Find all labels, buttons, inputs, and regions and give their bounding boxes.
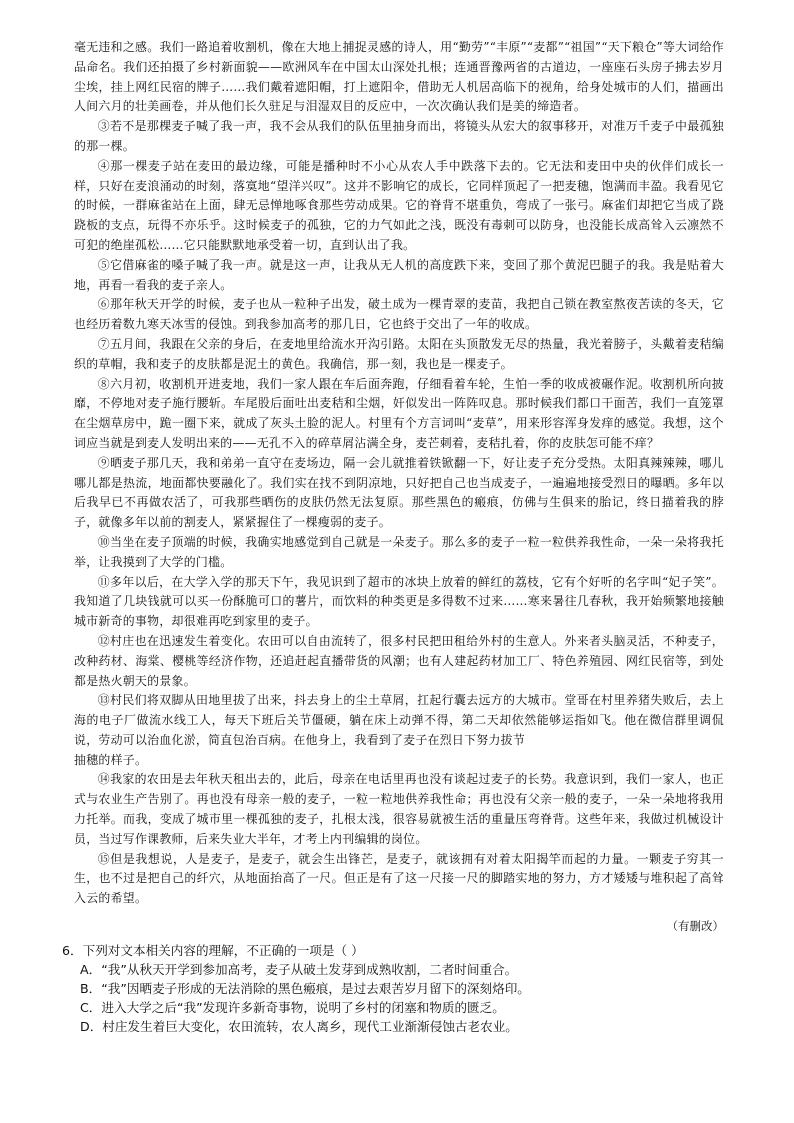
option-c[interactable]: C．进入大学之后“我”发现许多新奇事物，说明了乡村的闭塞和物质的匮乏。: [80, 1000, 505, 1016]
paragraph-15: ⑮但是我想说，人是麦子，是麦子，就会生出锋芒，是麦子，就该拥有对着太阳揭竿而起的力量。一颗麦子穷其一生，也不过是把自己的纤穴，从地面抬高了一尺。但正是有了这一尺接一尺的脚踏实地的努力，方才矮矮与堆积起了高耸入云的希望。: [74, 851, 724, 906]
passage: [74, 38, 724, 909]
paragraph-7: ⑦五月间，我跟在父亲的身后，在麦地里给流水开沟引路。太阳在头顶散发无尽的热量，我光着膀子，头戴着麦秸编织的草帽，我和麦子的皮肤都是泥土的黄色。我确信，那一刻，我也是一棵麦子。: [74, 336, 724, 371]
paragraph-9: ⑨晒麦子那几天，我和弟弟一直守在麦场边，隔一会儿就推着铁锨翻一下，好让麦子充分受热。太阳真辣辣辣，哪儿哪儿都是热流，地面都快要融化了。我们实在找不到阴凉地，只好把自己也当成麦子，一遍遍地接受烈日的曝晒。多年以后我早已不再做农活了，可我那些晒伤的皮肤仍然无法复原。那些黑色的瘢痕，仿佛与生俱来的胎记，终日描着我的脖子，就像多年以前的割麦人，紧紧握住了一棵瘦弱的麦子。: [74, 455, 724, 530]
paragraph-continuation: 毫无违和之感。我们一路追着收割机，像在大地上捕捉灵感的诗人，用“勤劳”“丰原”“麦都”“祖国”“天下粮仓”等大词给作品命名。我们还拍摄了乡村新面貌——欧洲风车在中国太山深处扎根；连通晋豫两省的古道边，一座座石头房子拂去岁月尘埃，挂上网红民宿的牌子……我们戴着遮阳帽，打上遮阳伞，借助无人机居高临下的视角，给身处城市的人们，描画出人间六月的壮美画卷，并从他们长久驻足与泪湿双目的反应中，一次次确认我们是美的缔造者。: [74, 40, 724, 114]
paragraph-4: ④那一棵麦子站在麦田的最边缘，可能是播种时不小心从农人手中跌落下去的。它无法和麦田中央的伙伴们成长一样，只好在麦浪涌动的时刻，落寞地“望洋兴叹”。这并不影响它的成长，它同样顶起了一把麦穗，饱满而丰盈。我看见它的时候，一群麻雀站在上面，肆无忌惮地啄食那些劳动成果。它的脊背不堪重负，弯成了一张弓。麻雀们却把它当成了跷跷板的支点，玩得不亦乐乎。这时候麦子的孤独，它的力气如此之浅，既没有毒刺可以防身，也没能长成高耸入云凛然不可犯的绝崖孤松……它只能默默地承受着一切，直到认出了我。: [74, 158, 724, 252]
option-a[interactable]: A．“我”从秋天开学到参加高考，麦子从破土发芽到成熟收割，二者时间重合。: [80, 962, 518, 978]
document-page: [62, 38, 724, 1036]
edit-note: （有删改）: [666, 919, 724, 934]
paragraph-13: ⑬村民们将双脚从田地里拔了出来，抖去身上的尘土草屑，扛起行囊去远方的大城市。堂哥在村里养猪失败后，去上海的电子厂做流水线工人，每天下班后关节僵硬，躺在床上动弹不得，第二天却依然能够运指如飞。他在微信群里调侃说，劳动可以治血化淤，简直包治百病。在他身上，我看到了麦子在烈日下努力拔节: [74, 693, 724, 747]
option-d[interactable]: D．村庄发生着巨大变化，农田流转，农人离乡，现代工业渐渐侵蚀古老农业。: [80, 1019, 518, 1035]
option-b[interactable]: B．“我”因晒麦子形成的无法消除的黑色瘢痕，是过去艰苦岁月留下的深刻烙印。: [80, 981, 530, 997]
paragraph-11: ⑪多年以后，在大学入学的那天下午，我见识到了超市的冰块上放着的鲜红的荔枝，它有个好听的名字叫“妃子笑”。我知道了几块钱就可以买一份酥脆可口的薯片，而饮料的种类更是多得数不过来……寒来暑往几春秋，我开始频繁地接触城市新奇的事物，却很难再吃到家里的麦子。: [74, 574, 724, 629]
paragraph-5: ⑤它借麻雀的嗓子喊了我一声。就是这一声，让我从无人机的高度跌下来，变回了那个黄泥巴腿子的我。我是贴着大地，再看一看我的麦子亲人。: [74, 257, 724, 292]
paragraph-8: ⑧六月初，收割机开进麦地，我们一家人跟在车后面奔跑，仔细看着车轮，生怕一季的收成被碾作泥。收割机所向披靡，不停地对麦子施行腰斩。车尾股后面吐出麦秸和尘烟，奸似发出一阵阵叹息。那时候我们都口干面苦，我们一直笼罩在尘烟草房中，跪一圈下来，就成了灰头土脸的泥人。村里有个方言词叫“麦草”，用来形容浑身发痒的感觉。我想，这个词应当就是到麦人发明出来的——无孔不入的碎草屑沾满全身，麦芒刺着，麦秸扎着，你的皮肤怎可能不痒？: [74, 376, 724, 450]
paragraph-3: ③若不是那棵麦子喊了我一声，我不会从我们的队伍里抽身而出，将镜头从宏大的叙事移开，对准万千麦子中最孤独的那一棵。: [74, 119, 724, 153]
paragraph-14: ⑭我家的农田是去年秋天租出去的，此后，母亲在电话里再也没有谈起过麦子的长势。我意识到，我们一家人，也正式与农业生产告别了。再也没有母亲一般的麦子，一粒一粒地供养我性命；再也没有父亲一般的麦子，一朵一朵地将我用力托举。而我，变成了城市里一棵孤独的麦子，扎根太浅，很容易就被生活的重量压弯脊背。这些年来，我做过机械设计员，当过写作课教师，后来失业大半年，才考上内刊编辑的岗位。: [74, 772, 724, 846]
paragraph-10: ⑩当坐在麦子顶端的时候，我确实地感觉到自己就是一朵麦子。那么多的麦子一粒一粒供养我性命，一朵一朵将我托举，让我摸到了大学的门槛。: [74, 534, 724, 569]
question-stem: 6．下列对文本相关内容的理解，不正确的一项是（ ）: [62, 943, 364, 959]
paragraph-13-tail: 抽穗的样子。: [74, 752, 148, 767]
paragraph-6: ⑥那年秋天开学的时候，麦子也从一粒种子出发，破土成为一棵青翠的麦苗，我把自己锁在教室熬夜苦读的冬天，它也经历着数九寒天冰雪的侵蚀。到我参加高考的那几日，它也終于交出了一年的收成。: [74, 297, 724, 332]
paragraph-12: ⑫村庄也在迅速发生着变化。农田可以自由流转了，很多村民把田租给外村的生意人。外来者头脑灵活，不种麦子，改种药材、海棠、樱桃等经济作物，还追赶起直播带货的风潮；也有人建起药材加工厂、特色养殖园、网红民宿等，到处都是热火朝天的景象。: [74, 633, 724, 688]
question-6: [62, 941, 724, 1036]
